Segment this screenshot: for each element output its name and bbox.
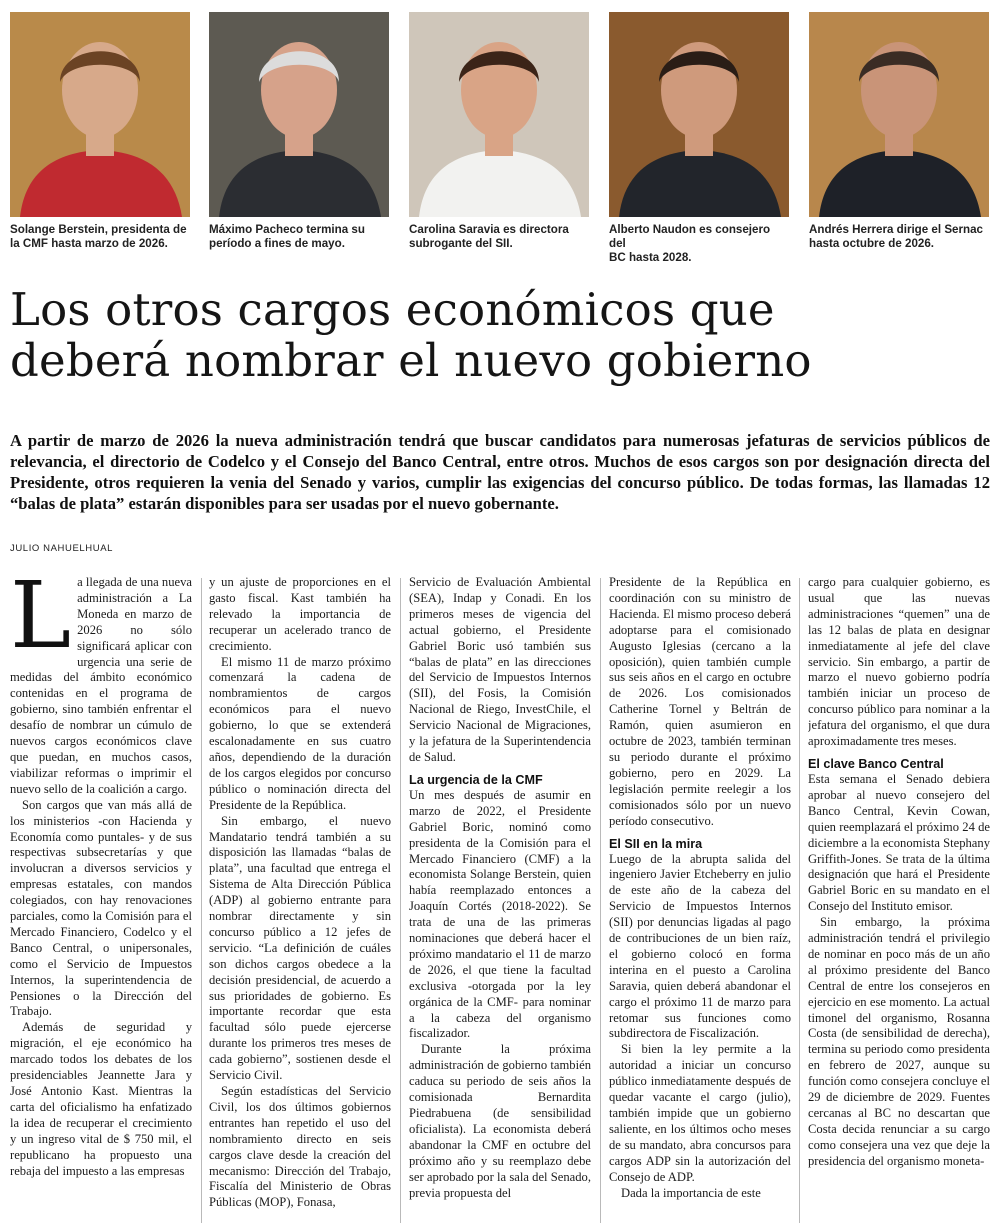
byline: JULIO NAHUELHUAL bbox=[10, 543, 114, 554]
portrait-illustration bbox=[809, 12, 989, 217]
paragraph: Según estadísticas del Servicio Civil, los dos últimos gobiernos entrantes han repetido el uso del nombramiento directo en seis cargos clave desde la creación del mecanismo: Dirección del Trabajo, Fiscalía del Ministerio de Obras Públicas (MOP), Fonasa, bbox=[209, 1084, 391, 1210]
column-divider bbox=[600, 578, 601, 1223]
photo-caption: Solange Berstein, presidenta de la CMF hasta marzo de 2026. bbox=[10, 223, 187, 250]
column-divider bbox=[400, 578, 401, 1223]
body-column-5 bbox=[808, 575, 990, 1225]
paragraph: a llegada de una nueva administración a La Moneda en marzo de 2026 no sólo significará aplicar con urgencia una serie de medidas del ámbito económico contenidas en el programa de gobierno, sino también enfrentar el desafío de nombrar un cúmulo de nuevos cargos económicos clave que puedan, en muchos casos, viabilizar reformas o imprimir el nuevo sello de la coalición a cargo. bbox=[10, 575, 192, 796]
paragraph: Sin embargo, el nuevo Mandatario tendrá también a su disposición las llamadas “balas de plata”, una facultad que entrega el Sistema de Alta Dirección Pública (ADP) al gobierno entrante para nombrar directamente y sin concurso público a 12 jefes de servicio. “La definición de cuáles son dichos cargos obedece a la decisión presidencial, de acuerdo a sus prioridades de gobierno. Es importante recordar que esta facultad sólo puede ejercerse durante los primeros tres meses de cada gobierno”, sostienen desde el Servicio Civil. bbox=[209, 813, 391, 1083]
portrait-illustration bbox=[10, 12, 190, 217]
subheading: El clave Banco Central bbox=[808, 756, 944, 771]
headline: Los otros cargos económicos que deberá nombrar el nuevo gobierno bbox=[10, 283, 812, 387]
photo-card-naudon bbox=[609, 12, 789, 265]
body-column-3 bbox=[409, 575, 591, 1225]
paragraph: y un ajuste de proporciones en el gasto fiscal. Kast también ha relevado la importancia de recuperar un acelerado tranco de crecimiento. bbox=[209, 575, 391, 653]
photo-caption: Alberto Naudon es consejero del BC hasta 2028. bbox=[609, 223, 771, 264]
paragraph: Esta semana el Senado debiera aprobar al nuevo consejero del Banco Central, Kevin Cowan, quien reemplazará el próximo 24 de diciembre a la economista Stephany Griffith-Jones. Se trata de la última designación que hará el Presidente Gabriel Boric en su mandato en el Consejo del Instituto emisor. bbox=[808, 771, 990, 914]
drop-cap: L bbox=[10, 575, 72, 669]
photo-caption: Andrés Herrera dirige el Sernac hasta octubre de 2026. bbox=[809, 223, 983, 250]
paragraph: Un mes después de asumir en marzo de 2022, el Presidente Gabriel Boric, nominó como presidenta de la Comisión para el Mercado Financiero (CMF) a la economista Solange Berstein, quien había reemplazado entonces a Joaquín Cortés (2018-2022). Se trata de una de las primeras nominaciones que deberá hacer el próximo mandatario el 11 de marzo de 2026, el que tiene la facultad exclusiva -otorgada por la ley orgánica de la CMF- para nominar a la cabeza del organismo fiscalizador. bbox=[409, 787, 591, 1041]
subheading: El SII en la mira bbox=[609, 836, 703, 851]
portrait-illustration bbox=[209, 12, 389, 217]
photo-caption: Máximo Pacheco termina su período a fines de mayo. bbox=[209, 223, 365, 250]
paragraph: Dada la importancia de este bbox=[621, 1185, 761, 1200]
paragraph: El mismo 11 de marzo próximo comenzará la cadena de nombramientos de cargos económicos para el nuevo gobierno, lo que se extenderá escalonadamente en sus cuatro años, dependiendo de la duración de los cargos elegidos por concurso público o nominación directa del Presidente de la República. bbox=[209, 654, 391, 812]
paragraph: Además de seguridad y migración, el eje económico ha marcado todos los debates de los presidenciables Jeannette Jara y José Antonio Kast. Mientras la carta del oficialismo ha enfatizado la idea de recuperar el crecimiento y un ingreso vital de $ 750 mil, el republicano ha propuesto una rebaja del impuesto a las empresas bbox=[10, 1020, 192, 1178]
portrait-photo bbox=[10, 12, 190, 217]
portrait-illustration bbox=[609, 12, 789, 217]
column-divider bbox=[799, 578, 800, 1223]
column-divider bbox=[201, 578, 202, 1223]
paragraph: Presidente de la República en coordinación con su ministro de Hacienda. El mismo proceso deberá adoptarse para el comisionado Augusto Iglesias (cercano a la oposición), quien también cumple sus seis años en el cargo en octubre de 2026. Los comisionados Catherine Tornel y Beltrán de Ramón, quien asumieron en octubre de 2023, también terminan su periodo durante el próximo gobierno, pero en 2029. La legislación permite reelegir a los comisionados sólo por un nuevo período consecutivo. bbox=[609, 575, 791, 828]
portrait-photo bbox=[209, 12, 389, 217]
photo-caption: Carolina Saravia es directora subrogante del SII. bbox=[409, 223, 569, 250]
subheading: La urgencia de la CMF bbox=[409, 772, 543, 787]
paragraph: Servicio de Evaluación Ambiental (SEA), Indap y Conadi. En los primeros meses de vigencia del actual gobierno, el Presidente Gabriel Boric usó también sus “balas de plata” en las direcciones del Servicio de Impuestos Internos (SII), del Fosis, la Comisión Nacional de Riego, InvestChile, el Servicio Nacional de Migraciones, y la jefatura de la Superintendencia de Salud. bbox=[409, 575, 591, 764]
portrait-photo bbox=[609, 12, 789, 217]
body-column-1 bbox=[10, 575, 192, 1225]
paragraph: Sin embargo, la próxima administración tendrá el privilegio de nominar en poco más de un año al próximo presidente del Banco Central de entre los consejeros en ejercicio en ese momento. La actual timonel del organismo, Rosanna Costa (de sensibilidad de derecha), termina su periodo como presidenta en febrero de 2027, aunque su función como consejera concluye el 29 de diciembre de 2029. Fuentes cercanas al BC no descartan que Costa decida renunciar a su cargo como consejera una vez que deje la presidencia del organismo moneta- bbox=[808, 915, 990, 1168]
paragraph: Durante la próxima administración de gobierno también caduca su periodo de seis años la comisionada Bernardita Piedrabuena (de sensibilidad oficialista). La economista deberá abandonar la CMF en octubre del próximo año y su reemplazo debe ser aprobado por la sala del Senado, previa propuesta del bbox=[409, 1042, 591, 1200]
paragraph: cargo para cualquier gobierno, es usual que las nuevas administraciones “quemen” una de las 12 balas de plata en designar inmediatamente al jefe del clave servicio. Sin embargo, a partir de marzo el nuevo gobierno podría también iniciar un proceso de concurso público para nominar a la jefatura del organismo, el que dura aproximadamente tres meses. bbox=[808, 575, 990, 749]
paragraph: Luego de la abrupta salida del ingeniero Javier Etcheberry en julio de este año de la cabeza del Servicio de Impuestos Internos (SII) por denuncias ligadas al pago de contribuciones de un bien raíz, el gobierno colocó en forma interina en el puesto a Carolina Saravia, quien deberá abandonar el cargo el próximo 11 de marzo para retomar sus funciones como subdirectora de Fiscalización. bbox=[609, 851, 791, 1041]
photo-card-saravia bbox=[409, 12, 589, 251]
lede: A partir de marzo de 2026 la nueva administración tendrá que buscar candidatos para numerosas jefaturas de servicios públicos de relevancia, el directorio de Codelco y el Consejo del Banco Central, entre otros. Muchos de esos cargos son por designación directa del Presidente, otros requieren la venia del Senado y varios, cumplir las exigencias del concurso público. De todas formas, las llamadas 12 “balas de plata” estarán disponibles para ser usadas por el nuevo gobernante. bbox=[10, 431, 990, 513]
photo-strip bbox=[10, 12, 990, 264]
portrait-photo bbox=[409, 12, 589, 217]
body-column-4 bbox=[609, 575, 791, 1225]
paragraph: Si bien la ley permite a la autoridad a iniciar un concurso público inmediatamente después de quedar vacante el cargo (julio), también impide que un gobierno saliente, en los últimos ocho meses de su mandato, abra concursos para cargos ADP sin la autorización del Consejo de ADP. bbox=[609, 1042, 791, 1184]
portrait-photo bbox=[809, 12, 989, 217]
paragraph: Son cargos que van más allá de los ministerios -con Hacienda y Economía como puntales- y de sus respectivas subsecretarías y que involucran a diversos servicios y empresas estatales, con mandos colegiados, con hay renovaciones parciales, como la Comisión para el Mercado Financiero, Codelco y el Banco Central, o unipersonales, como el Servicio de Impuestos Internos, la superintendencia de Pensiones o la Dirección del Trabajo. bbox=[10, 797, 192, 1019]
body-column-2 bbox=[209, 575, 391, 1225]
portrait-illustration bbox=[409, 12, 589, 217]
photo-card-pacheco bbox=[209, 12, 389, 251]
photo-card-herrera bbox=[809, 12, 989, 251]
photo-card-berstein bbox=[10, 12, 190, 251]
